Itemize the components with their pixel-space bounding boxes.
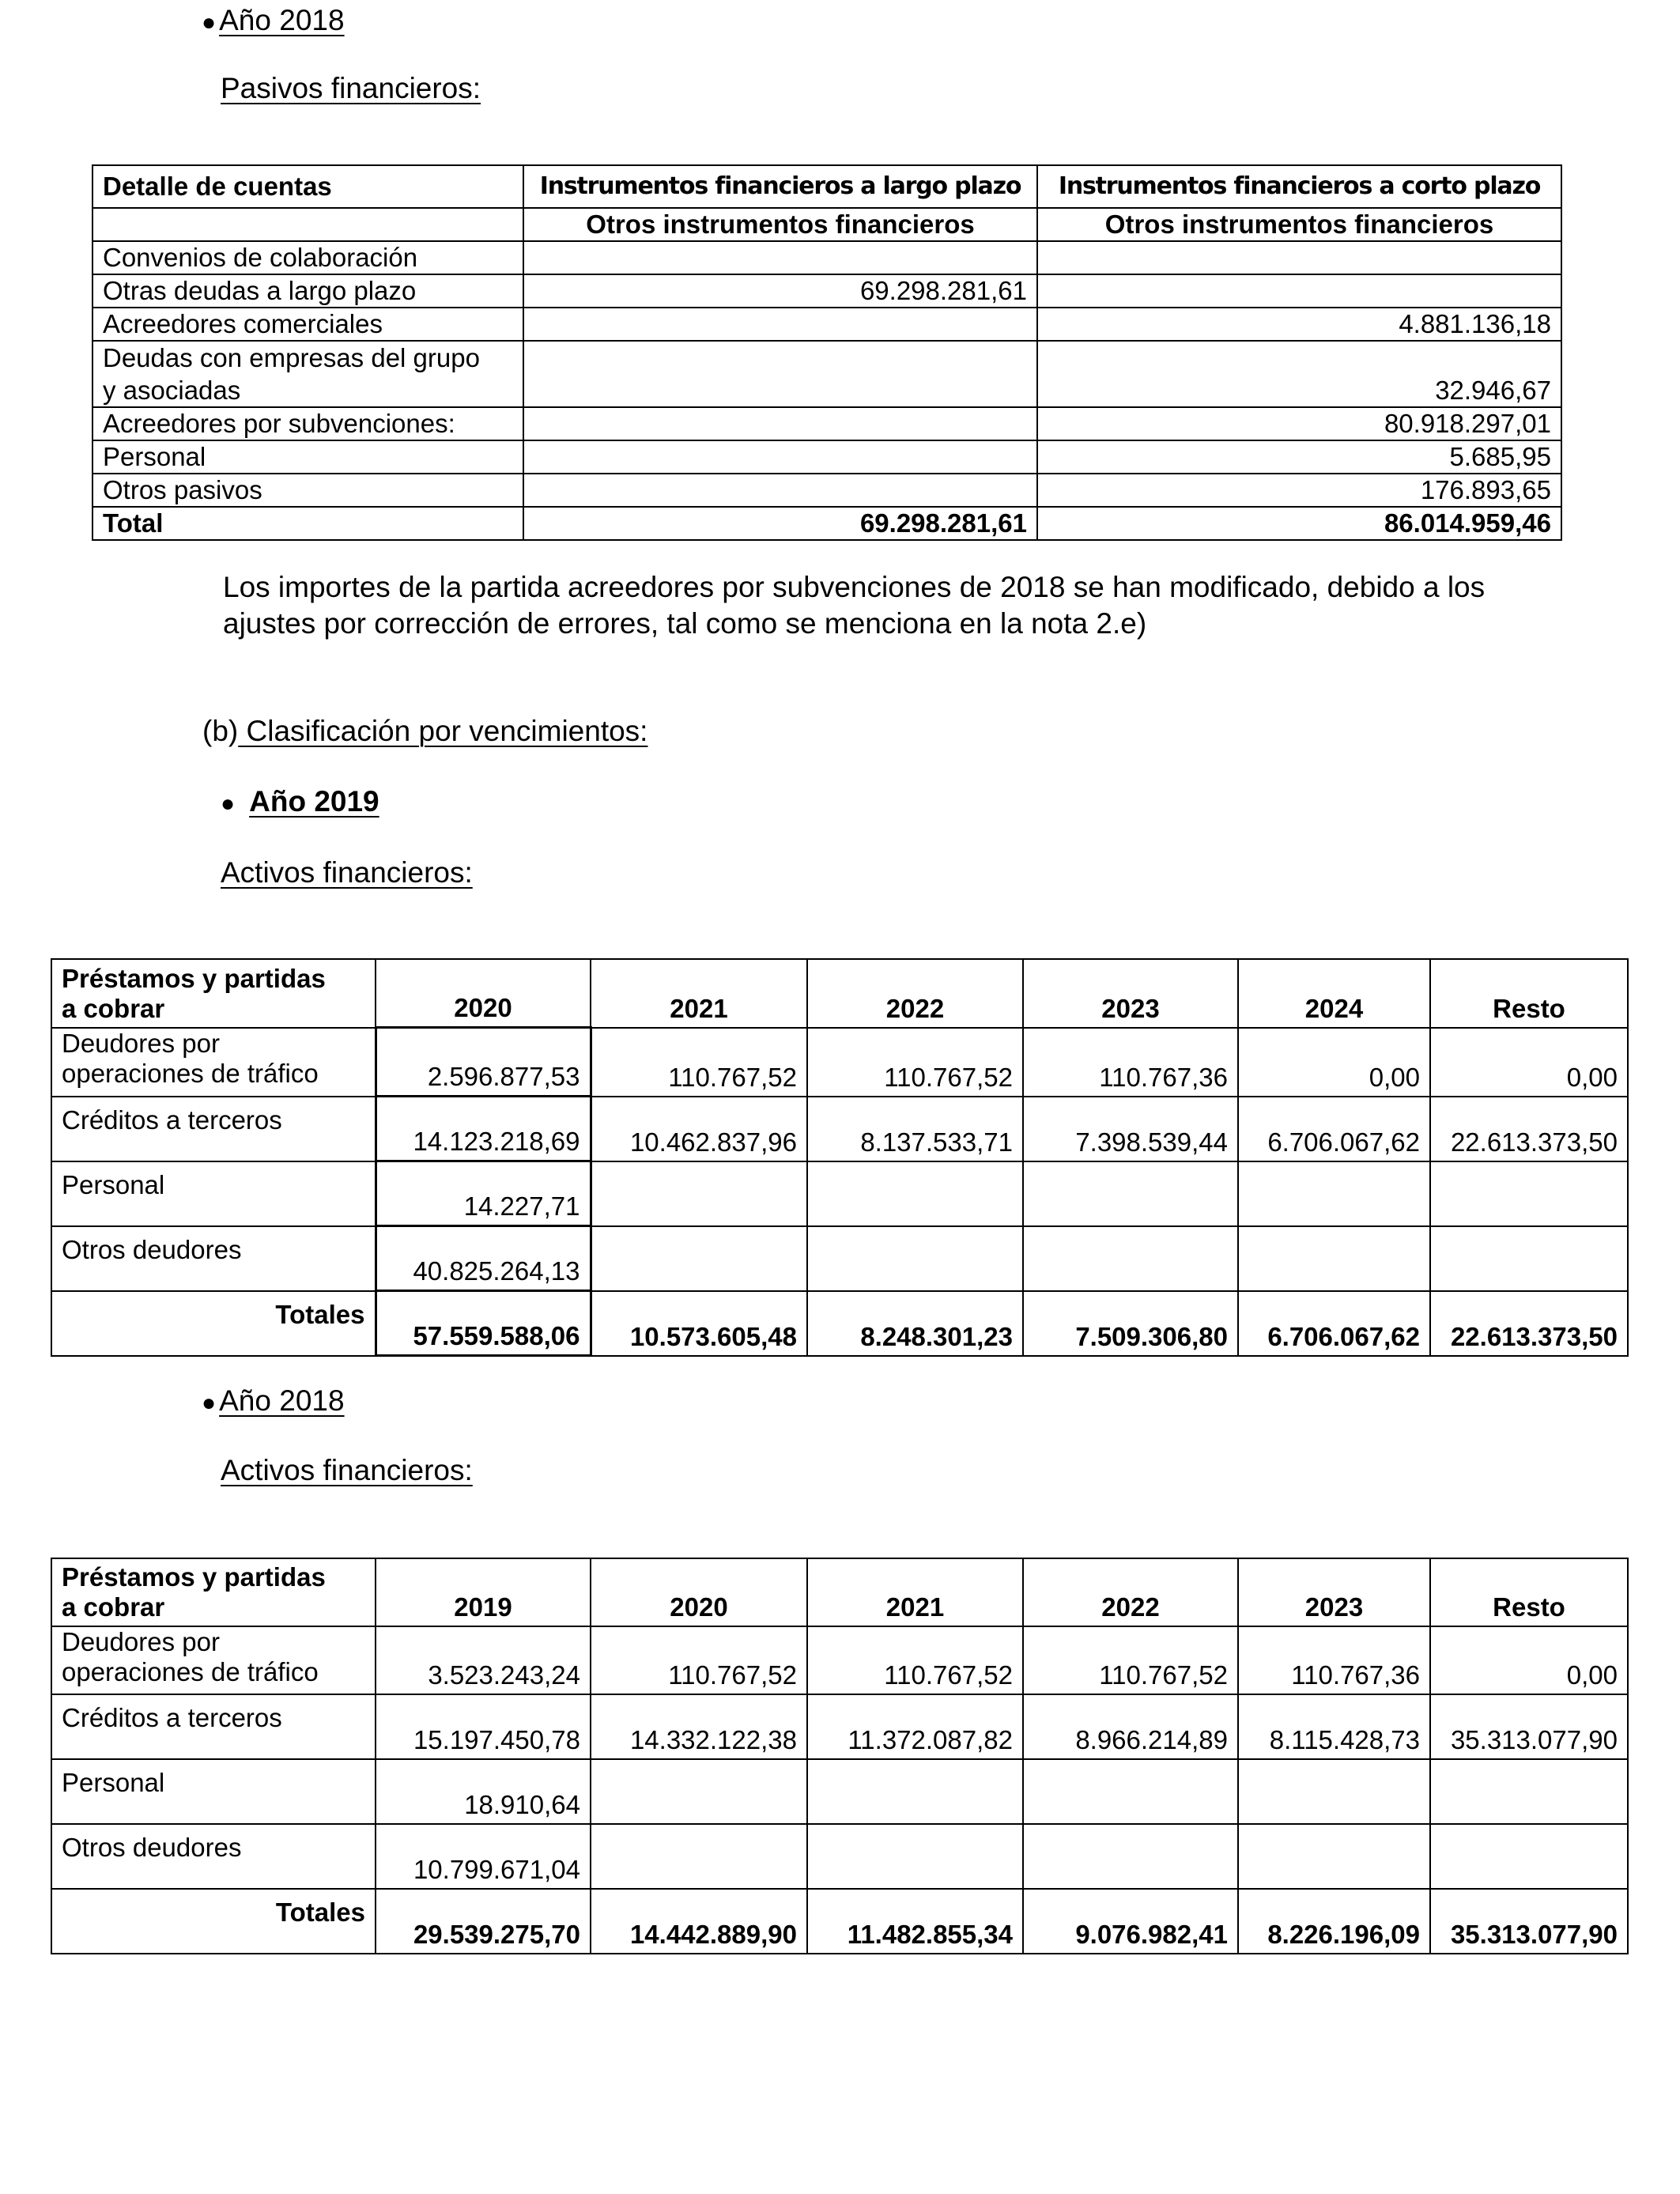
cell-value: 8.137.533,71 [807, 1097, 1023, 1161]
header-prestamos [51, 1558, 376, 1626]
cell-value: 15.197.450,78 [376, 1694, 591, 1759]
cell-long [523, 241, 1037, 274]
header-line1: Préstamos y partidas [62, 1562, 326, 1592]
total-short: 86.014.959,46 [1037, 507, 1561, 540]
bullet-ano-2018-pasivos [202, 3, 345, 40]
total-value: 57.559.588,06 [376, 1291, 591, 1356]
cell-value: 7.398.539,44 [1023, 1097, 1238, 1161]
header-line2: a cobrar [62, 1592, 165, 1622]
row-label: Otros pasivos [92, 474, 523, 507]
total-row [92, 507, 1561, 540]
table-row [51, 1226, 1628, 1291]
cell-value: 11.372.087,82 [807, 1694, 1023, 1759]
table-row [51, 1759, 1628, 1824]
header-year: 2022 [807, 959, 1023, 1028]
total-value: 29.539.275,70 [376, 1889, 591, 1954]
total-label: Total [92, 507, 523, 540]
total-value: 6.706.067,62 [1238, 1291, 1430, 1356]
section-subtitle [221, 855, 473, 890]
cell-value [1238, 1759, 1430, 1824]
cell-value: 0,00 [1430, 1028, 1628, 1097]
total-row [51, 1291, 1628, 1356]
bullet-icon: ● [202, 1390, 217, 1416]
cell-short: 176.893,65 [1037, 474, 1561, 507]
total-value: 8.248.301,23 [807, 1291, 1023, 1356]
row-label: Otros deudores [51, 1824, 376, 1889]
cell-value: 110.767,36 [1023, 1028, 1238, 1097]
header-prestamos [51, 959, 376, 1028]
bullet-icon: ● [202, 9, 217, 36]
row-label [92, 341, 523, 407]
subtitle-text: Activos financieros: [221, 856, 473, 889]
table-row [51, 1694, 1628, 1759]
row-label: Personal [51, 1161, 376, 1226]
header-detalle: Detalle de cuentas [92, 165, 523, 208]
bullet-ano-2018-activos [202, 1384, 345, 1421]
row-label-line2: operaciones de tráfico [62, 1058, 319, 1088]
bullet-icon: ● [221, 791, 236, 817]
cell-value: 40.825.264,13 [376, 1226, 591, 1291]
row-label-line1: Deudores por [62, 1028, 220, 1058]
cell-long: 69.298.281,61 [523, 274, 1037, 308]
cell-short: 32.946,67 [1037, 341, 1561, 407]
row-label-line2: operaciones de tráfico [62, 1657, 319, 1686]
row-label: Acreedores por subvenciones: [92, 407, 523, 440]
total-long: 69.298.281,61 [523, 507, 1037, 540]
bullet-label: Año 2018 [219, 1384, 345, 1417]
cell-value [1430, 1161, 1628, 1226]
cell-value [1023, 1824, 1238, 1889]
bullet-ano-2019 [221, 784, 379, 821]
cell-value: 0,00 [1430, 1626, 1628, 1694]
table-row [92, 474, 1561, 507]
total-value: 8.226.196,09 [1238, 1889, 1430, 1954]
cell-value [807, 1226, 1023, 1291]
cell-value: 35.313.077,90 [1430, 1694, 1628, 1759]
cell-value: 8.966.214,89 [1023, 1694, 1238, 1759]
cell-value [591, 1226, 807, 1291]
row-label-line1: Deudas con empresas del grupo [103, 343, 480, 372]
total-value: 11.482.855,34 [807, 1889, 1023, 1954]
cell-long [523, 474, 1037, 507]
cell-short [1037, 274, 1561, 308]
cell-value: 10.462.837,96 [591, 1097, 807, 1161]
header-year: 2020 [591, 1558, 807, 1626]
cell-value: 110.767,52 [591, 1028, 807, 1097]
cell-short [1037, 241, 1561, 274]
header-corto-plazo: Instrumentos financieros a corto plazo [1037, 165, 1561, 208]
row-label: Otras deudas a largo plazo [92, 274, 523, 308]
cell-value [807, 1759, 1023, 1824]
header-year: Resto [1430, 1558, 1628, 1626]
activos-table-2019 [51, 958, 1629, 1357]
bullet-label: Año 2018 [219, 4, 345, 36]
row-label: Otros deudores [51, 1226, 376, 1291]
table-row [92, 407, 1561, 440]
row-label: Créditos a terceros [51, 1097, 376, 1161]
cell-value: 22.613.373,50 [1430, 1097, 1628, 1161]
row-label: Convenios de colaboración [92, 241, 523, 274]
section-heading-vencimientos [202, 714, 647, 749]
total-row [51, 1889, 1628, 1954]
cell-value: 6.706.067,62 [1238, 1097, 1430, 1161]
table-row [51, 1161, 1628, 1226]
section-subtitle [221, 1453, 473, 1488]
table-row [92, 241, 1561, 274]
header-line2: a cobrar [62, 993, 165, 1023]
cell-value: 14.332.122,38 [591, 1694, 807, 1759]
row-label: Personal [92, 440, 523, 474]
cell-value: 110.767,52 [807, 1626, 1023, 1694]
header-year: 2019 [376, 1558, 591, 1626]
cell-value [1430, 1226, 1628, 1291]
header-largo-plazo: Instrumentos financieros a largo plazo [523, 165, 1037, 208]
row-label [51, 1028, 376, 1097]
total-value: 35.313.077,90 [1430, 1889, 1628, 1954]
total-value: 14.442.889,90 [591, 1889, 807, 1954]
cell-short: 80.918.297,01 [1037, 407, 1561, 440]
table-row [51, 1097, 1628, 1161]
row-label: Personal [51, 1759, 376, 1824]
cell-value [1238, 1226, 1430, 1291]
cell-value: 14.227,71 [376, 1161, 591, 1226]
row-label: Acreedores comerciales [92, 308, 523, 341]
table-row [92, 341, 1561, 407]
cell-long [523, 407, 1037, 440]
cell-value [591, 1824, 807, 1889]
cell-value: 14.123.218,69 [376, 1097, 591, 1161]
table-row [92, 308, 1561, 341]
total-label: Totales [51, 1291, 376, 1356]
cell-value: 110.767,52 [591, 1626, 807, 1694]
cell-short: 5.685,95 [1037, 440, 1561, 474]
cell-value [1430, 1824, 1628, 1889]
note-paragraph: Los importes de la partida acreedores por subvenciones de 2018 se han modificado, debido a los ajustes por corrección de errores, tal como se menciona en la nota 2.e) [223, 571, 1486, 640]
row-label-line2: y asociadas [103, 376, 241, 405]
cell-value: 18.910,64 [376, 1759, 591, 1824]
subtitle-text: Pasivos financieros: [221, 72, 481, 104]
cell-long [523, 440, 1037, 474]
cell-value: 110.767,36 [1238, 1626, 1430, 1694]
table-row [51, 1028, 1628, 1097]
row-label-line1: Deudores por [62, 1627, 220, 1656]
header-year: 2020 [376, 959, 591, 1028]
header-year: Resto [1430, 959, 1628, 1028]
cell-value [1023, 1161, 1238, 1226]
cell-value [591, 1759, 807, 1824]
table-row [92, 274, 1561, 308]
table-row [92, 440, 1561, 474]
cell-value [591, 1161, 807, 1226]
cell-value: 3.523.243,24 [376, 1626, 591, 1694]
cell-value [807, 1161, 1023, 1226]
cell-value [1023, 1226, 1238, 1291]
section-subtitle [221, 71, 481, 106]
activos-table-2018 [51, 1558, 1629, 1954]
header-year: 2022 [1023, 1558, 1238, 1626]
cell-value [1430, 1759, 1628, 1824]
subheader-largo: Otros instrumentos financieros [523, 208, 1037, 241]
header-year: 2024 [1238, 959, 1430, 1028]
cell-value: 0,00 [1238, 1028, 1430, 1097]
cell-value: 110.767,52 [807, 1028, 1023, 1097]
cell-value: 8.115.428,73 [1238, 1694, 1430, 1759]
header-year: 2023 [1023, 959, 1238, 1028]
cell-short: 4.881.136,18 [1037, 308, 1561, 341]
total-value: 10.573.605,48 [591, 1291, 807, 1356]
total-label: Totales [51, 1889, 376, 1954]
cell-value [1238, 1824, 1430, 1889]
cell-value [1238, 1161, 1430, 1226]
bullet-label: Año 2019 [249, 785, 379, 818]
total-value: 9.076.982,41 [1023, 1889, 1238, 1954]
cell-value [1023, 1759, 1238, 1824]
subtitle-text: Activos financieros: [221, 1454, 473, 1486]
total-value: 7.509.306,80 [1023, 1291, 1238, 1356]
heading-text: Clasificación por vencimientos: [238, 715, 648, 747]
cell-long [523, 341, 1037, 407]
cell-value: 110.767,52 [1023, 1626, 1238, 1694]
cell-value: 2.596.877,53 [376, 1028, 591, 1097]
table-row [51, 1626, 1628, 1694]
table-row [51, 1824, 1628, 1889]
row-label [51, 1626, 376, 1694]
cell-long [523, 308, 1037, 341]
cell-value [807, 1824, 1023, 1889]
header-year: 2023 [1238, 1558, 1430, 1626]
row-label: Créditos a terceros [51, 1694, 376, 1759]
pasivos-table-2018 [92, 164, 1562, 541]
header-year: 2021 [591, 959, 807, 1028]
cell-value: 10.799.671,04 [376, 1824, 591, 1889]
header-line1: Préstamos y partidas [62, 963, 326, 993]
total-value: 22.613.373,50 [1430, 1291, 1628, 1356]
heading-prefix: (b) [202, 715, 239, 747]
subheader-corto: Otros instrumentos financieros [1037, 208, 1561, 241]
header-empty [92, 208, 523, 241]
header-year: 2021 [807, 1558, 1023, 1626]
